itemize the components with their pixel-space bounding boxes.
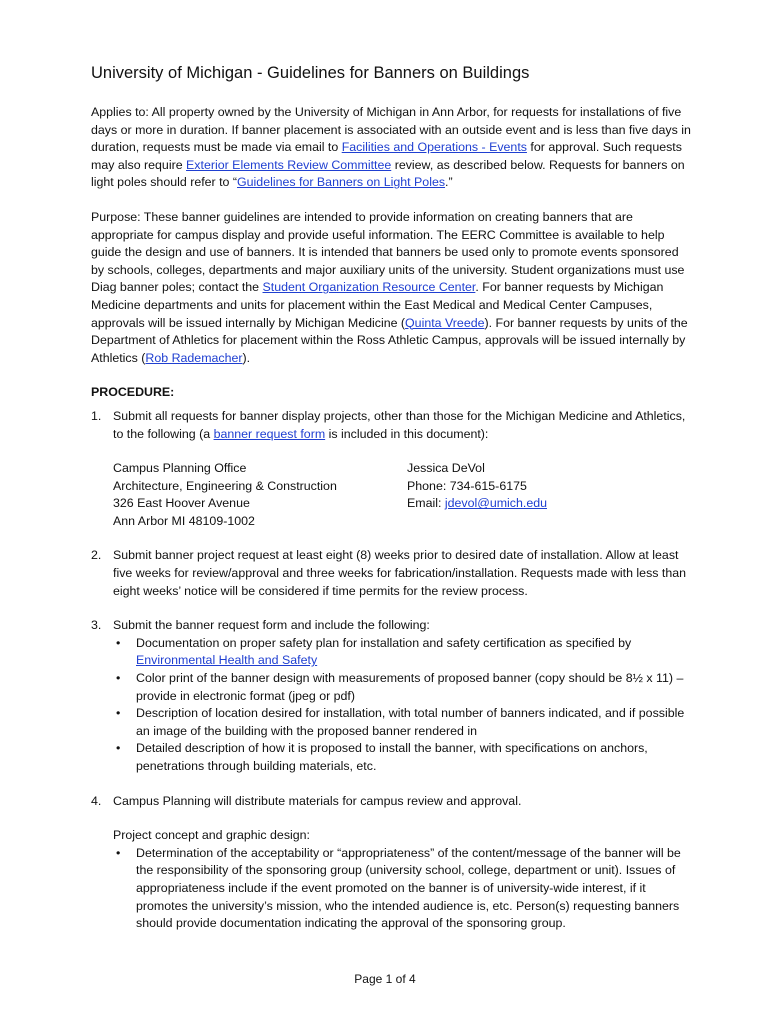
step-number: 3. — [91, 618, 102, 633]
step-number: 1. — [91, 408, 102, 423]
applies-text-4: .” — [445, 175, 453, 190]
applies-text-3: review, as described below. Requests for banners on light poles should refer to “ — [91, 157, 685, 190]
bullet-text: Description of location desired for installation, with total number of banners indicated, and if possible an image of the building with the proposed banner rendered in — [136, 706, 685, 738]
bullet-icon: • — [116, 635, 121, 650]
list-item — [113, 740, 691, 775]
list-item — [113, 845, 691, 933]
bullet-text: Color print of the banner design with measurements of proposed banner (copy should be 8½ x 11) – provide in electronic format (jpeg or pdf) — [136, 671, 684, 703]
eerc-link[interactable]: Exterior Elements Review Committee — [186, 157, 392, 172]
contact-name: Jessica DeVol — [407, 461, 485, 476]
step-4-text: Campus Planning will distribute materials for campus review and approval. — [113, 793, 522, 808]
list-item — [113, 670, 691, 705]
office-address — [113, 460, 407, 530]
environmental-health-safety-link[interactable]: Environmental Health and Safety — [136, 653, 318, 668]
address-line: 326 East Hoover Avenue — [113, 496, 250, 511]
student-org-resource-center-link[interactable]: Student Organization Resource Center — [262, 280, 476, 295]
bullet-icon: • — [116, 845, 121, 860]
page-title: University of Michigan - Guidelines for Banners on Buildings — [91, 64, 530, 82]
purpose-paragraph — [91, 209, 691, 367]
contact-phone: Phone: 734-615-6175 — [407, 478, 527, 493]
contact-email-link[interactable]: jdevol@umich.edu — [444, 496, 547, 511]
purpose-text-2: . For banner requests by Michigan Medicine departments and units for placement within the East Medical and Medical Center Campuses, approvals will be issued internally by Michigan Medicine ( — [91, 280, 664, 330]
purpose-text-1: Purpose: These banner guidelines are intended to provide information on creating banners that are appropriate for campus display and provide useful information. The EERC Committee is available to help guide the design and use of banners. It is intended that banners be used only to promote events sponsored by schools, colleges, departments and major auxiliary units of the university. Student organizations must use Diag banner poles; contact the — [91, 209, 685, 295]
step-4-subheading: Project concept and graphic design: — [113, 828, 310, 843]
banner-request-form-link[interactable]: banner request form — [213, 426, 326, 441]
applies-text-2: for approval. Such requests may also require — [91, 140, 682, 172]
purpose-text-4: ). — [242, 350, 251, 365]
contact-email-row — [407, 495, 667, 513]
procedure-step-2 — [91, 547, 691, 600]
step-1-text — [113, 408, 691, 443]
step-3-bullet-list — [113, 635, 691, 776]
applies-text-1: Applies to: All property owned by the University of Michigan in Ann Arbor, for requests for installations of five days or more in duration. If banner placement is associated with an outside event and is less than five days in duration, requests must be made via email to — [91, 105, 691, 155]
document-page — [91, 62, 691, 950]
quinta-vreede-link[interactable]: Quinta Vreede — [405, 315, 485, 330]
contact-email-label: Email: — [407, 496, 445, 511]
step-4-bullet-list — [113, 845, 691, 933]
procedure-heading: PROCEDURE: — [91, 385, 175, 400]
applies-paragraph — [91, 104, 691, 192]
step-1-text-b: is included in this document): — [325, 426, 489, 441]
step-number: 2. — [91, 548, 102, 563]
bullet-icon: • — [116, 671, 121, 686]
step-2-text: Submit banner project request at least eight (8) weeks prior to desired date of installation. Allow at least five weeks for review/approval and three weeks for fabrication/installation. Requests made with less than eight weeks’ notice will be considered if time permits for the review process. — [113, 548, 687, 598]
address-line: Architecture, Engineering & Construction — [113, 478, 337, 493]
step-1-text-a: Submit all requests for banner display projects, other than those for the Michigan Medicine and Athletics, to the following (a — [113, 408, 686, 441]
list-item — [113, 635, 691, 670]
step-3-text: Submit the banner request form and include the following: — [113, 618, 430, 633]
step-number: 4. — [91, 793, 102, 808]
procedure-step-1 — [91, 408, 691, 531]
contact-block — [113, 460, 691, 530]
bullet-icon: • — [116, 706, 121, 721]
bullet-text: Documentation on proper safety plan for installation and safety certification as specified by — [136, 635, 632, 650]
facilities-operations-events-link[interactable]: Facilities and Operations - Events — [341, 140, 527, 155]
procedure-step-3 — [91, 617, 691, 775]
page-number: Page 1 of 4 — [354, 972, 416, 986]
address-line: Ann Arbor MI 48109-1002 — [113, 513, 255, 528]
rob-rademacher-link[interactable]: Rob Rademacher — [145, 350, 243, 365]
bullet-icon: • — [116, 741, 121, 756]
bullet-text: Detailed description of how it is proposed to install the banner, with specifications on anchors, penetrations through building materials, etc. — [136, 741, 648, 773]
address-line: Campus Planning Office — [113, 461, 247, 476]
light-poles-guidelines-link[interactable]: Guidelines for Banners on Light Poles — [237, 175, 446, 190]
purpose-text-3: ). For banner requests by units of the Department of Athletics for placement within the Ross Athletic Campus, approvals will be issued internally by Athletics ( — [91, 315, 688, 365]
contact-person — [407, 460, 667, 530]
list-item — [113, 705, 691, 740]
procedure-step-4 — [91, 793, 691, 933]
bullet-text: Determination of the acceptability or “appropriateness” of the content/message of the banner will be the responsibility of the sponsoring group (university school, college, department or unit). Issues of appropriateness include if the event promoted on the banner is of university-wide interest, if it promotes the university’s mission, who the intended audience is, etc. Person(s) requesting banners should provide documentation indicating the approval of the sponsoring group. — [136, 845, 681, 931]
